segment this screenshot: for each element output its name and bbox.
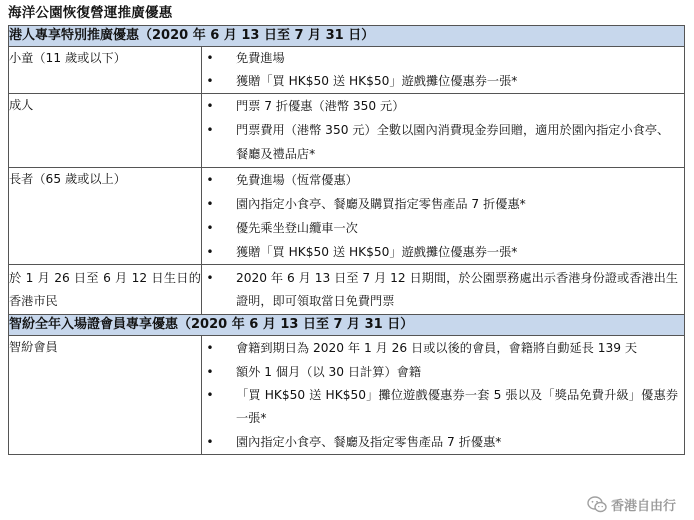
list-item: • 免費進場（恆常優惠） <box>202 168 684 192</box>
row-label: 智紛會員 <box>9 336 202 455</box>
bullet-icon: • <box>206 271 214 285</box>
promotion-table <box>8 25 685 455</box>
bullet-icon: • <box>206 221 214 235</box>
section-period: （2020 年 6 月 13 日至 7 月 31 日） <box>178 317 414 332</box>
row-bullets <box>202 94 685 168</box>
row-bullets <box>202 168 685 265</box>
section-header <box>9 315 685 336</box>
bullet-icon: • <box>206 74 214 88</box>
table-row <box>9 94 685 168</box>
bullet-icon: • <box>206 435 214 449</box>
bullet-icon: • <box>206 197 214 211</box>
table-row <box>9 47 685 94</box>
list-item: • 獲贈「買 HK$50 送 HK$50」遊戲攤位優惠券一張* <box>202 240 684 264</box>
watermark-text: 香港自由行 <box>610 499 676 514</box>
bullet-icon: • <box>206 245 214 259</box>
bullet-icon: • <box>206 388 214 402</box>
bullet-icon: • <box>206 99 214 113</box>
list-item: • 園內指定小食亭、餐廳及購買指定零售產品 7 折優惠* <box>202 192 684 216</box>
list-item: • 優先乘坐登山纜車一次 <box>202 216 684 240</box>
section-title: 智紛全年入場證會員專享優惠 <box>9 317 179 332</box>
section-header <box>9 26 685 47</box>
list-item: • 「買 HK$50 送 HK$50」攤位遊戲優惠券一套 5 張以及「獎品免費升級」優惠券一張* <box>202 384 684 430</box>
bullet-icon: • <box>206 123 214 137</box>
list-item: • 2020 年 6 月 13 日至 7 月 12 日期間，於公園票務處出示香港身份證或香港出生證明，即可領取當日免費門票 <box>202 265 684 314</box>
section-title: 港人專享特別推廣優惠 <box>9 28 140 43</box>
bullet-icon: • <box>206 51 214 65</box>
list-item: • 獲贈「買 HK$50 送 HK$50」遊戲攤位優惠券一張* <box>202 70 684 93</box>
bullet-icon: • <box>206 173 214 187</box>
table-row <box>9 336 685 455</box>
row-bullets <box>202 336 685 455</box>
row-label: 於 1 月 26 日至 6 月 12 日生日的香港市民 <box>9 265 202 315</box>
list-item: • 門票費用（港幣 350 元）全數以園內消費現金券回贈，適用於園內指定小食亭、餐廳及禮品店* <box>202 118 684 167</box>
row-bullets <box>202 47 685 94</box>
list-item: • 門票 7 折優惠（港幣 350 元） <box>202 94 684 118</box>
row-label: 長者（65 歲或以上） <box>9 168 202 265</box>
table-row <box>9 265 685 315</box>
list-item: • 會籍到期日為 2020 年 1 月 26 日或以後的會員，會籍將自動延長 139 天 <box>202 336 684 360</box>
wechat-icon <box>587 496 607 513</box>
row-bullets <box>202 265 685 315</box>
list-item: • 額外 1 個月（以 30 日計算）會籍 <box>202 360 684 384</box>
section-period: （2020 年 6 月 13 日至 7 月 31 日） <box>139 28 375 43</box>
row-label: 成人 <box>9 94 202 168</box>
page-title: 海洋公園恢復營運推廣優惠 <box>8 5 173 21</box>
list-item: • 免費進場 <box>202 47 684 70</box>
bullet-icon: • <box>206 365 214 379</box>
row-label: 小童（11 歲或以下） <box>9 47 202 94</box>
table-row <box>9 168 685 265</box>
bullet-icon: • <box>206 341 214 355</box>
watermark <box>587 495 676 514</box>
list-item: • 園內指定小食亭、餐廳及指定零售產品 7 折優惠* <box>202 430 684 454</box>
